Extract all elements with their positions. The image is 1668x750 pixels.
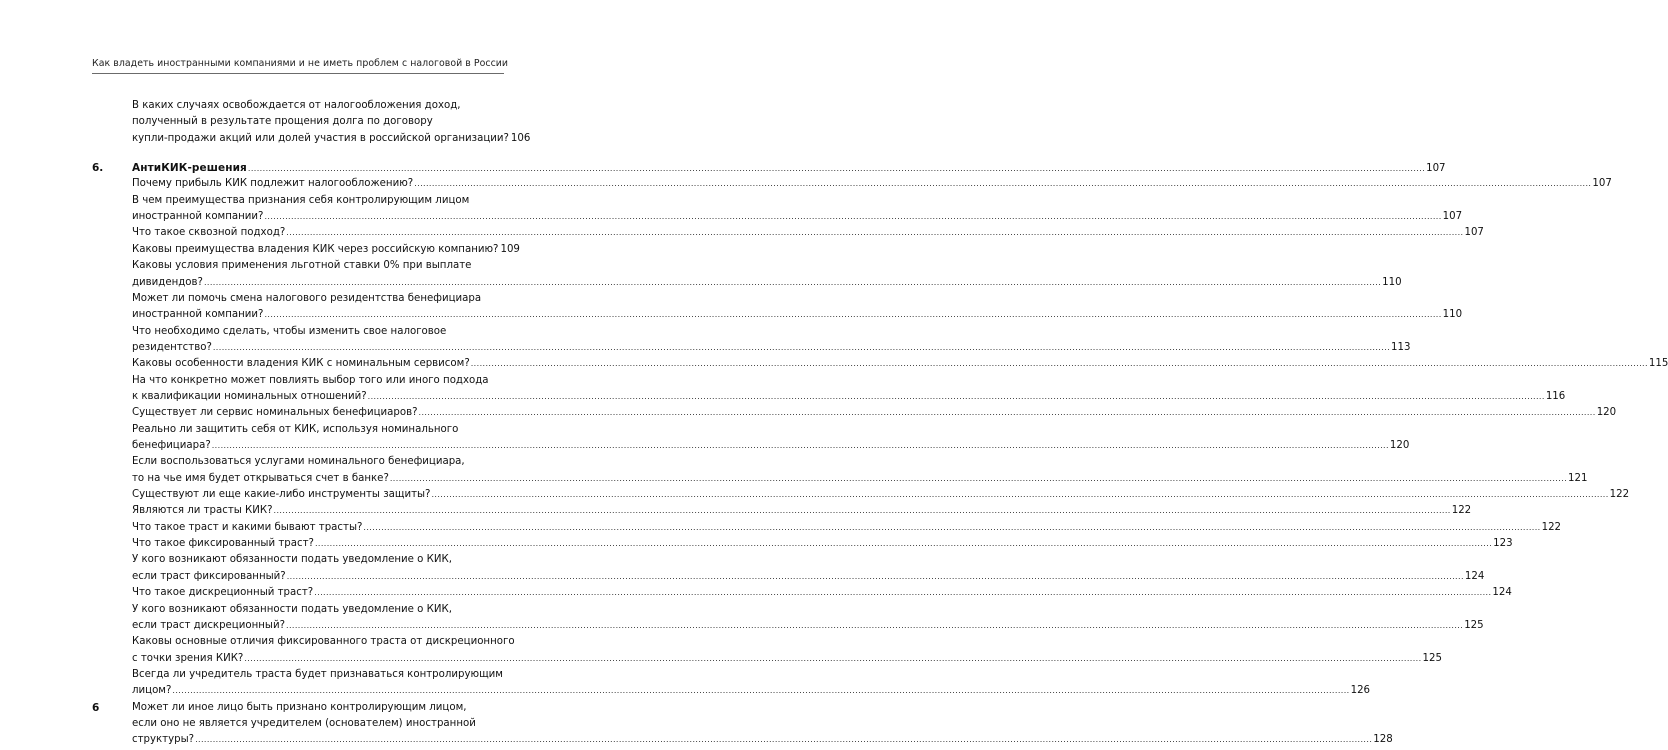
entry-text: Что такое сквозной подход? [132,227,286,239]
entry-text: Каковы преимущества владения КИК через российскую компанию? [132,243,499,255]
dot-leader: ................................................................................................................................................................................................................................................................................................................................................................................................................ [244,653,1422,663]
entry-text: иностранной компании? [132,309,264,321]
entry-text: Что такое траст и какими бывают трасты? [132,521,363,533]
section-heading[interactable] [92,160,1446,176]
toc-entry-line [132,634,515,650]
entry-text: иностранной компании? [132,211,264,223]
page-ref: 123 [1493,538,1513,550]
entry-text: с точки зрения КИК? [132,652,244,664]
page-ref: 120 [1389,440,1410,451]
toc-entry[interactable] [132,520,1562,536]
toc-entry[interactable] [132,651,1442,667]
dot-leader: ................................................................................................................................................................................................................................................................................................................................................................................................................ [314,588,1492,598]
dot-leader: ................................................................................................................................................................................................................................................................................................................................................................................................................ [286,228,1464,238]
section-number: 6. [92,162,104,175]
entry-text: Реально ли защитить себя от КИК, используя номинального [132,423,459,435]
dot-leader: ................................................................................................................................................................................................................................................................................................................................................................................................................ [389,473,1568,483]
entry-text: купли-продажи акций или долей участия в российской организации? [132,132,509,144]
toc-entry[interactable] [132,732,1393,748]
toc-entry[interactable] [132,242,520,258]
entry-text: Что такое фиксированный траст? [132,538,314,550]
entry-text: резидентство? [132,341,212,353]
toc-entry[interactable] [132,683,1371,699]
page-ref: 120 [1596,407,1617,419]
toc-entry[interactable] [132,340,1411,356]
dot-leader: ................................................................................................................................................................................................................................................................................................................................................................................................................ [367,391,1545,401]
entry-text: В чем преимущества признания себя контролирующим лицом [132,194,470,206]
dot-leader: ................................................................................................................................................................................................................................................................................................................................................................................................................ [431,490,1609,500]
page-ref: 124 [1492,587,1512,599]
toc-entry-line [132,98,506,114]
page-ref: 110 [1382,276,1402,288]
page-ref: 116 [1545,390,1566,402]
dot-leader: ................................................................................................................................................................................................................................................................................................................................................................................................................ [414,179,1592,189]
dot-leader: ................................................................................................................................................................................................................................................................................................................................................................................................................ [363,522,1541,532]
entry-text: если траст фиксированный? [132,570,286,582]
toc-entry[interactable] [132,356,1668,372]
entry-text: если траст дискреционный? [132,619,285,631]
toc-entry[interactable] [132,536,1513,552]
section-title: АнтиКИК-решения [132,162,247,175]
page-ref: 107 [1464,227,1484,239]
dot-leader: ................................................................................................................................................................................................................................................................................................................................................................................................................ [195,735,1373,745]
dot-leader: ................................................................................................................................................................................................................................................................................................................................................................................................................ [273,506,1451,516]
entry-text: На что конкретно может повлиять выбор того или иного подхода [132,374,489,386]
page-ref: 126 [1350,685,1371,697]
toc-entry[interactable] [132,131,531,147]
toc-entry-line [132,114,506,130]
entry-text: Каковы основные отличия фиксированного траста от дискреционного [132,636,515,648]
page-ref: 122 [1609,489,1630,501]
entry-text: структуры? [132,734,195,746]
toc-entry[interactable] [132,209,1463,225]
entry-text: Существует ли сервис номинальных бенефициаров? [132,407,418,419]
page-ref: 125 [1422,652,1442,664]
dot-leader: ................................................................................................................................................................................................................................................................................................................................................................................................................ [203,277,1382,287]
dot-leader: ................................................................................................................................................................................................................................................................................................................................................................................................................ [172,686,1350,696]
page-ref: 125 [1464,619,1484,631]
toc-entry-line [132,552,506,568]
entry-text: дивидендов? [132,276,203,288]
page-ref: 109 [500,243,520,255]
page-ref: 107 [1592,178,1612,190]
entry-text: У кого возникают обязанности подать уведомление о КИК, [132,554,452,566]
toc-entry[interactable] [132,618,1484,634]
toc-entry-line [132,373,506,389]
entry-text: Каковы условия применения льготной ставки 0% при выплате [132,260,472,272]
page-ref: 124 [1464,570,1485,582]
toc-entry-line [132,324,506,340]
dot-leader: ................................................................................................................................................................................................................................................................................................................................................................................................................ [264,310,1442,320]
page-ref: 107 [1442,211,1463,223]
page-number: 6 [92,702,100,714]
dot-leader: ................................................................................................................................................................................................................................................................................................................................................................................................................ [286,620,1464,630]
dot-leader: ................................................................................................................................................................................................................................................................................................................................................................................................................ [418,408,1596,418]
entry-text: Являются ли трасты КИК? [132,505,273,517]
entry-text: У кого возникают обязанности подать уведомление о КИК, [132,603,452,615]
entry-text: лицом? [132,685,172,697]
toc-entry-line [132,602,506,618]
page-ref: 122 [1451,505,1472,517]
entry-text: Каковы особенности владения КИК с номинальным сервисом? [132,358,470,370]
entry-text: Что такое дискреционный траст? [132,587,314,599]
toc-entry[interactable] [132,471,1588,487]
dot-leader: ................................................................................................................................................................................................................................................................................................................................................................................................................ [286,571,1464,581]
toc-entry-line [132,193,506,209]
toc-entry-line [132,667,506,683]
entry-text: к квалификации номинальных отношений? [132,390,367,402]
toc-entry[interactable] [132,487,1630,503]
toc-entry-line [132,700,506,716]
entry-text: полученный в результате прощения долга по договору [132,116,433,128]
toc-entry[interactable] [132,503,1472,519]
page-ref: 113 [1391,341,1411,353]
entry-text: Если воспользоваться услугами номинального бенефициара, [132,456,465,468]
entry-text: В каких случаях освобождается от налогообложения доход, [132,100,461,111]
page-ref: 115 [1648,358,1668,370]
page-ref: 122 [1541,521,1562,533]
dot-leader: ................................................................................................................................................................................................................................................................................................................................................................................................................ [247,164,1426,174]
toc-entry-line [132,422,506,438]
entry-text: Существуют ли еще какие-либо инструменты защиты? [132,489,431,501]
toc-entry[interactable] [132,275,1402,291]
table-of-contents [92,0,1668,750]
entry-text: Почему прибыль КИК подлежит налогообложению? [132,178,414,190]
toc-entry[interactable] [132,405,1617,421]
toc-entry-line [132,716,506,732]
entry-text: бенефициара? [132,440,211,451]
running-header: Как владеть иностранными компаниями и не иметь проблем с налоговой в России [92,58,509,69]
toc-entry[interactable] [132,569,1485,585]
page-ref: 107 [1426,163,1446,175]
toc-entry[interactable] [132,307,1463,323]
toc-entry[interactable] [132,438,1410,454]
toc-entry[interactable] [132,585,1512,601]
dot-leader: ................................................................................................................................................................................................................................................................................................................................................................................................................ [212,342,1391,352]
page-ref: 121 [1568,472,1588,484]
entry-text: Что необходимо сделать, чтобы изменить свое налоговое [132,325,447,337]
entry-text: если оно не является учредителем (основателем) иностранной [132,717,476,729]
page-ref: 106 [510,132,531,144]
toc-entry[interactable] [132,225,1484,241]
page-ref: 128 [1373,734,1393,746]
dot-leader: ................................................................................................................................................................................................................................................................................................................................................................................................................ [314,539,1493,549]
entry-text: Всегда ли учредитель траста будет признаваться контролирующим [132,668,503,680]
toc-entry-line [132,454,506,470]
entry-text: то на чье имя будет открываться счет в банке? [132,472,389,484]
toc-entry[interactable] [132,176,1612,192]
entry-text: Может ли помочь смена налогового резидентства бенефициара [132,292,482,304]
entry-text: Может ли иное лицо быть признано контролирующим лицом, [132,701,467,713]
toc-entry-line [132,258,506,274]
dot-leader: ................................................................................................................................................................................................................................................................................................................................................................................................................ [264,212,1442,222]
page-ref: 110 [1442,309,1463,321]
toc-entry-line [132,291,506,307]
dot-leader: ................................................................................................................................................................................................................................................................................................................................................................................................................ [470,359,1648,369]
dot-leader: ................................................................................................................................................................................................................................................................................................................................................................................................................ [211,441,1389,450]
toc-entry[interactable] [132,389,1566,405]
